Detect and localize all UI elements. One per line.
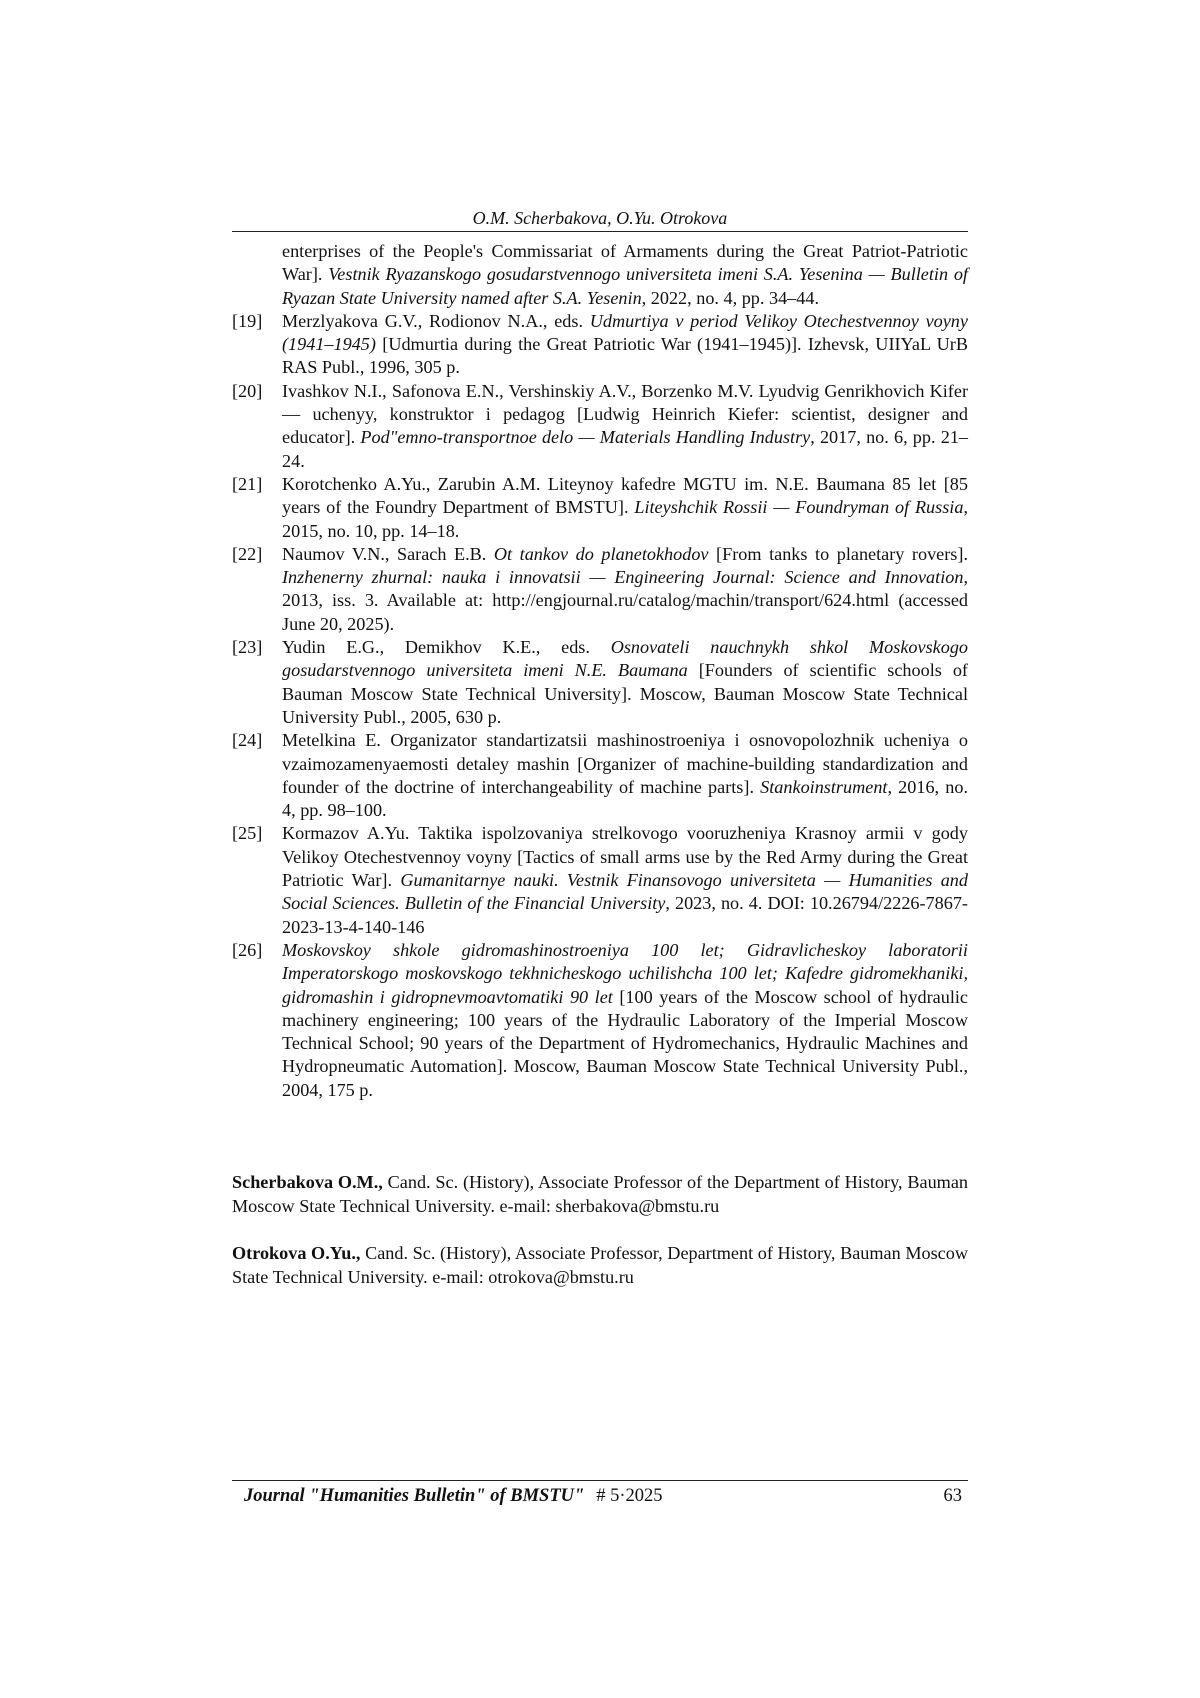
reference-number: [23] (232, 637, 263, 658)
reference-23: [23] Yudin E.G., Demikhov K.E., eds. Osnovateli nauchnykh shkol Moskovskogo gosudarstvennogo universiteta imeni N.E. Baumana [Founders of scientific schools of Bauman Moscow State Technical University]. Moscow, Bauman Moscow State Technical University Publ., 2005, 630 p. (232, 636, 968, 729)
reference-26: [26] Moskovskoy shkole gidromashinostroeniya 100 let; Gidravlicheskoy laboratorii Imperatorskogo moskovskogo tekhnicheskogo uchilishcha 100 let; Kafedre gidromekhaniki, gidromashin i gidropnevmoavtomatiki 90 let [100 years of the Moscow school of hydraulic machinery engineering; 100 years of the Hydraulic Laboratory of the Imperial Moscow Technical School; 90 years of the Department of Hydromechanics, Hydraulic Machines and Hydropneumatic Automation]. Moscow, Bauman Moscow State Technical University Publ., 2004, 175 p. (232, 939, 968, 1102)
reference-number: [26] (232, 939, 263, 960)
issue-number: # 5·2025 (596, 1486, 663, 1506)
running-header: O.M. Scherbakova, O.Yu. Otrokova (472, 208, 728, 228)
page-number: 63 (943, 1486, 962, 1506)
reference-number: [21] (232, 473, 263, 494)
reference-number: [22] (232, 543, 263, 564)
reference-22: [22] Naumov V.N., Sarach E.B. Ot tankov do planetokhodov [From tanks to planetary rovers]. Inzhenerny zhurnal: nauka i innovatsii — Engineering Journal: Science and Innovation, 2013, iss. 3. Available at: http://engjournal.ru/catalog/machin/transport/624.html (accessed June 20, 2025). (232, 543, 968, 636)
reference-18-continued: enterprises of the People's Commissariat of Armaments during the Great Patriot-Patriotic War]. Vestnik Ryazanskogo gosudarstvennogo universiteta imeni S.A. Yesenina — Bulletin of Ryazan State University named after S.A. Yesenin, 2022, no. 4, pp. 34–44. (282, 241, 968, 308)
reference-number: [19] (232, 310, 263, 331)
author-info-otrokova: Otrokova O.Yu., Cand. Sc. (History), Associate Professor, Department of History, Bauman Moscow State Technical University. e-mail: otrokova@bmstu.ru (232, 1243, 968, 1287)
reference-25: [25] Kormazov A.Yu. Taktika ispolzovaniya strelkovogo vooruzheniya Krasnoy armii v gody Velikoy Otechestvennoy voyny [Tactics of small arms use by the Red Army during the Great Patriotic War]. Gumanitarnye nauki. Vestnik Finansovogo universiteta — Humanities and Social Sciences. Bulletin of the Financial University, 2023, no. 4. DOI: 10.26794/2226-7867-2023-13-4-140-146 (232, 822, 968, 938)
page-footer (232, 1484, 968, 1508)
reference-21: [21] Korotchenko A.Yu., Zarubin A.M. Liteynoy kafedre MGTU im. N.E. Baumana 85 let [85 years of the Foundry Department of BMSTU]. Liteyshchik Rossii — Foundryman of Russia, 2015, no. 10, pp. 14–18. (232, 473, 968, 543)
reference-number: [24] (232, 730, 263, 751)
reference-24: [24] Metelkina E. Organizator standartizatsii mashinostroeniya i osnovopolozhnik ucheniya o vzaimozamenyaemosti detaley mashin [Organizer of machine-building standardization and founder of the doctrine of interchangeability of machine parts]. Stankoinstrument, 2016, no. 4, pp. 98–100. (232, 729, 968, 822)
author-info-scherbakova: Scherbakova O.M., Cand. Sc. (History), Associate Professor of the Department of History, Bauman Moscow State Technical University. e-mail: sherbakova@bmstu.ru (232, 1172, 968, 1216)
header-rule (232, 231, 968, 232)
reference-19: [19] Merzlyakova G.V., Rodionov N.A., eds. Udmurtiya v period Velikoy Otechestvennoy voyny (1941–1945) [Udmurtia during the Great Patriotic War (1941–1945)]. Izhevsk, UIIYaL UrB RAS Publ., 1996, 305 p. (232, 310, 968, 380)
reference-number: [25] (232, 823, 263, 844)
journal-title: Journal "Humanities Bulletin" of BMSTU" # 5·2025 (244, 1486, 663, 1506)
reference-20: [20] Ivashkov N.I., Safonova E.N., Vershinskiy A.V., Borzenko M.V. Lyudvig Genrikhovich Kifer — uchenyy, konstruktor i pedagog [Ludwig Heinrich Kiefer: scientist, designer and educator]. Pod"emno-transportnoe delo — Materials Handling Industry, 2017, no. 6, pp. 21–24. (232, 380, 968, 473)
reference-number: [20] (232, 380, 263, 401)
footer-rule (232, 1480, 968, 1481)
reference-list (232, 240, 968, 1102)
